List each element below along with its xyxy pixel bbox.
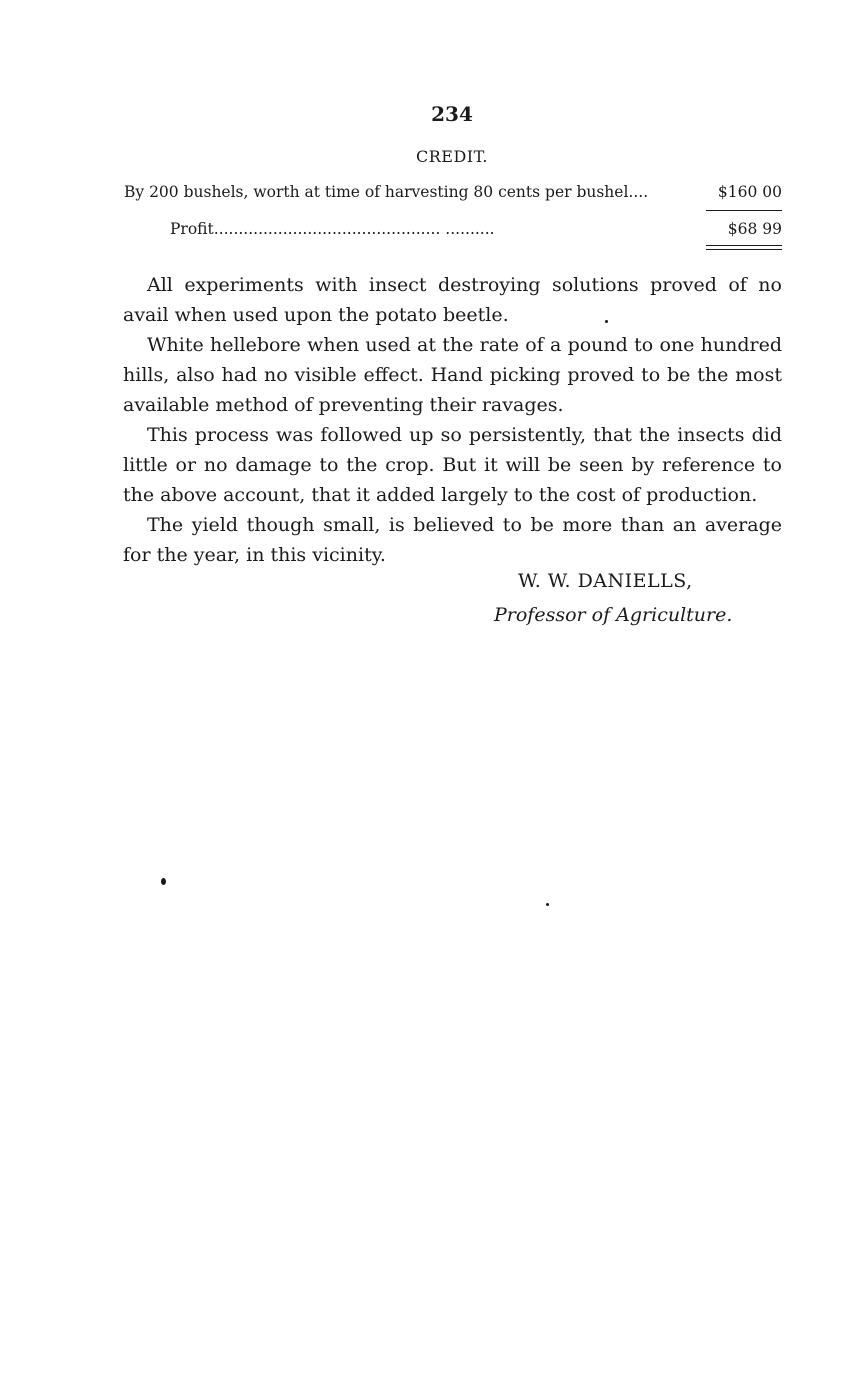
credit-entry — [124, 183, 782, 205]
report-body — [123, 270, 782, 570]
section-heading: CREDIT. — [415, 147, 489, 166]
credit-description: By 200 bushels, worth at time of harvesting 80 cents per bushel.... — [124, 183, 649, 201]
paragraph: White hellebore when used at the rate of a pound to one hundred hills, also had no visible effect. Hand picking proved to be the most available method of preventing their ravages. — [123, 334, 782, 416]
print-speck — [605, 320, 608, 323]
profit-description: Profit.............................................. .......... — [170, 220, 495, 238]
signature-title: Professor of Agriculture. — [494, 604, 733, 626]
print-speck — [546, 903, 549, 906]
credit-amount: $160 00 — [717, 183, 782, 201]
paragraph: The yield though small, is believed to be more than an average for the year, in this vicinity. — [123, 514, 782, 566]
paragraph: This process was followed up so persistently, that the insects did little or no damage to the crop. But it will be seen by reference to the above account, that it added largely to the cost of production. — [123, 424, 782, 506]
total-double-rule — [706, 245, 782, 250]
profit-entry — [124, 220, 782, 242]
profit-amount: $68 99 — [727, 220, 782, 238]
sum-rule — [706, 210, 782, 211]
signature-name: W. W. DANIELLS, — [518, 570, 693, 592]
print-speck — [161, 878, 166, 885]
page-number: 234 — [431, 102, 473, 126]
paragraph: All experiments with insect destroying solutions proved of no avail when used upon the potato beetle. — [123, 274, 782, 326]
